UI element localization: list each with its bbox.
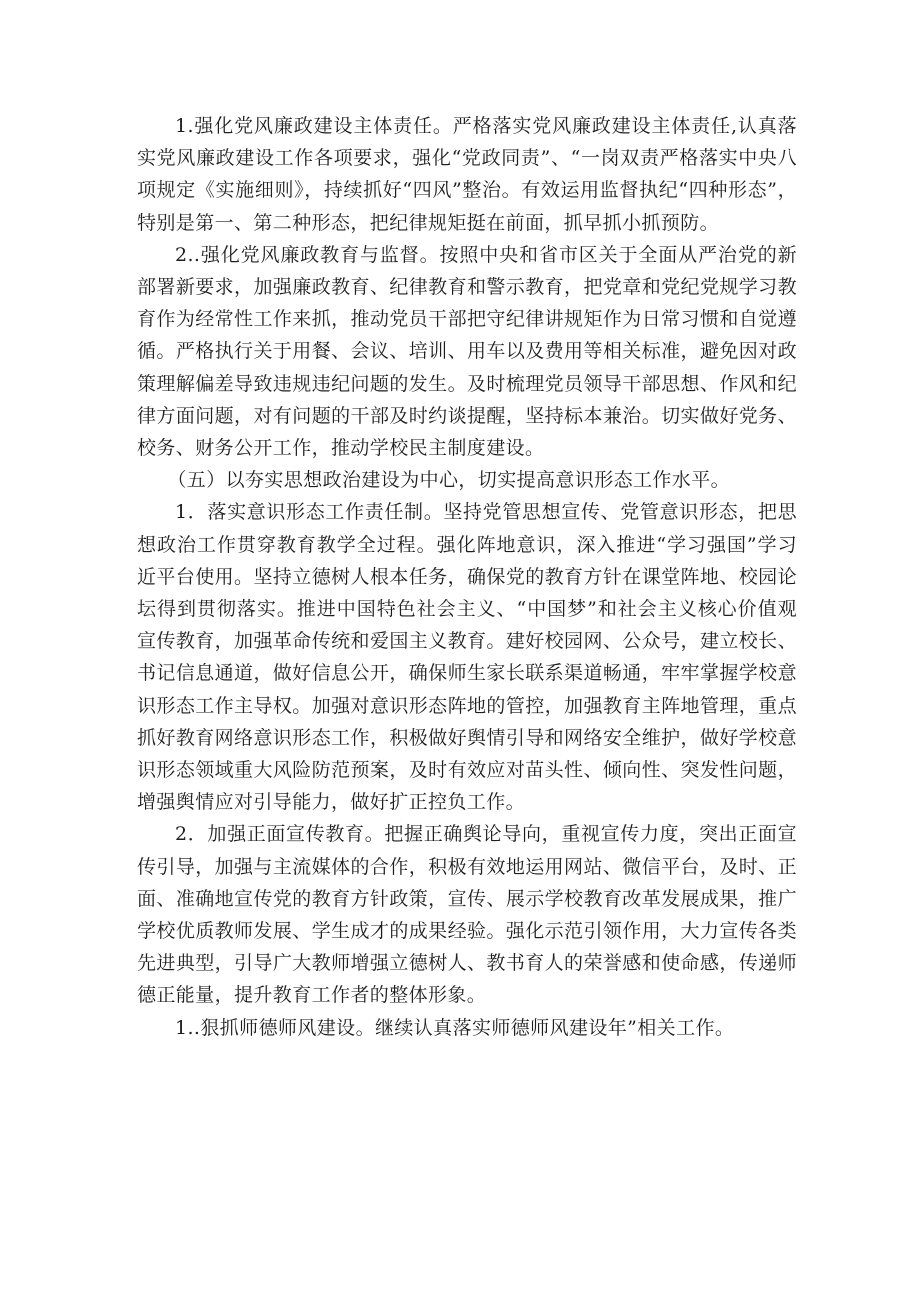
paragraph-ideology-responsibility: 1．落实意识形态工作责任制。坚持党管思想宣传、党管意识形态，把思想政治工作贯穿教育教学全过程。强化阵地意识，深入推进“学习强国”学习近平台使用。坚持立德树人根本任务，确保党的教育方针在课堂阵地、校园论坛得到贯彻落实。推进中国特色社会主义、“中国梦”和社会主义核心价值观宣传教育，加强革命传统和爱国主义教育。建好校园网、公众号，建立校长、书记信息通道，做好信息公开，确保师生家长联系渠道畅通，牢牢掌握学校意识形态工作主导权。加强对意识形态阵地的管控，加强教育主阵地管理，重点抓好教育网络意识形态工作，积极做好舆情引导和网络安全维护，做好学校意识形态领域重大风险防范预案，及时有效应对苗头性、倾向性、突发性问题，增强舆情应对引导能力，做好扩正控负工作。 — [137, 501, 797, 814]
paragraph-positive-publicity: 2．加强正面宣传教育。把握正确舆论导向，重视宣传力度，突出正面宣传引导，加强与主流媒体的合作，积极有效地运用网站、微信平台，及时、正面、准确地宣传党的教育方针政策，宣传、展示学校教育改革发展成果，推广学校优质教师发展、学生成才的成果经验。强化示范引领作用，大力宣传各类先进典型，引导广大教师增强立德树人、教书育人的荣誉感和使命感，传递师德正能量，提升教育工作者的整体形象。 — [137, 823, 797, 1007]
document-body — [137, 110, 797, 1044]
section-heading-ideology: （五）以夯实思想政治建设为中心，切实提高意识形态工作水平。 — [167, 469, 730, 492]
paragraph-party-conduct-responsibility: 1.强化党风廉政建设主体责任。严格落实党风廉政建设主体责任,认真落实党风廉政建设工作各项要求，强化“党政同责”、“一岗双责严格落实中央八项规定《实施细则》，持续抓好“四风”整治。有效运用监督执纪“四种形态”，特别是第一、第二种形态，把纪律规矩挺在前面，抓早抓小抓预防。 — [137, 115, 797, 234]
paragraph-teacher-ethics: 1..狠抓师德师风建设。继续认真落实师德师风建设年”相关工作。 — [175, 1016, 735, 1039]
paragraph-party-conduct-education: 2..强化党风廉政教育与监督。按照中央和省市区关于全面从严治党的新部署新要求，加强廉政教育、纪律教育和警示教育，把党章和党纪党规学习教育作为经常性工作来抓，推动党员干部把守纪律讲规矩作为日常习惯和自觉遵循。严格执行关于用餐、会议、培训、用车以及费用等相关标准，避免因对政策理解偏差导致违规违纪问题的发生。及时梳理党员领导干部思想、作风和纪律方面问题，对有问题的干部及时约谈提醒，坚持标本兼治。切实做好党务、校务、财务公开工作，推动学校民主制度建设。 — [137, 243, 797, 460]
